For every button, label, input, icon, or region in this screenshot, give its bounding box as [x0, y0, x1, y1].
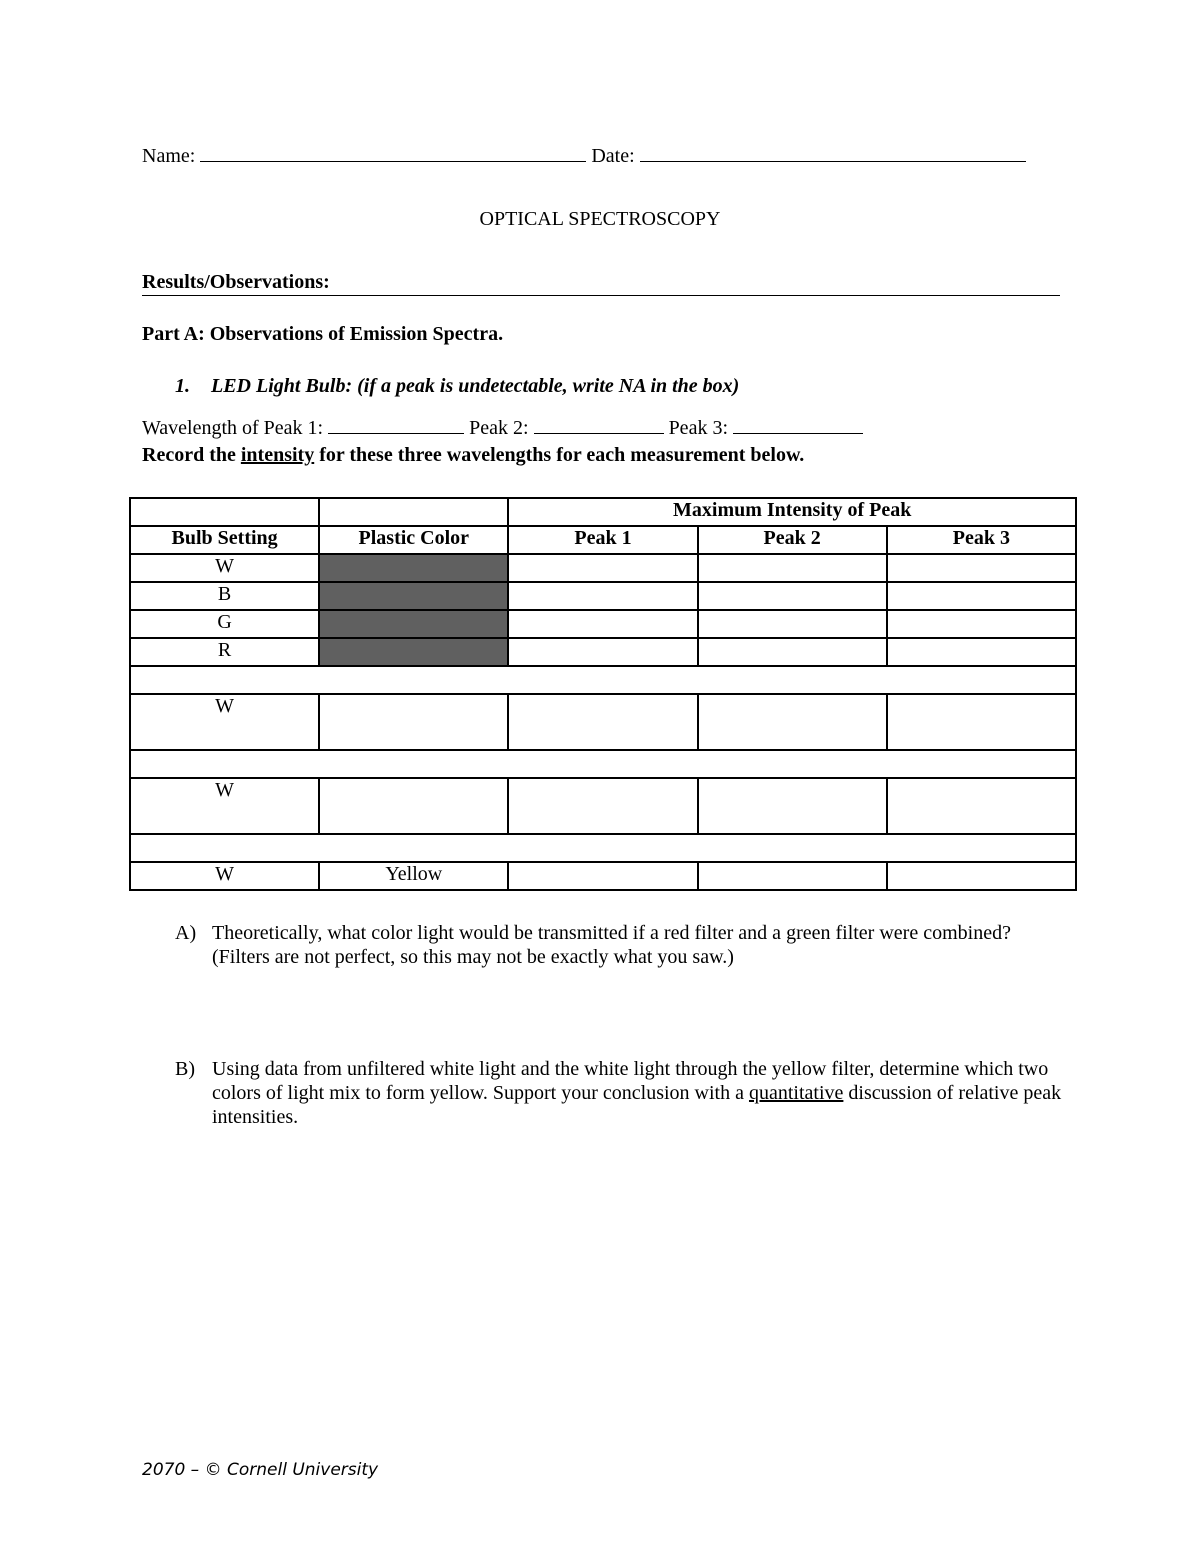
- section-text: LED Light Bulb: (if a peak is undetectable, write NA in the box): [211, 375, 740, 397]
- page-footer: 2070 – © Cornell University: [142, 1460, 379, 1480]
- col-header-bulb-setting: Bulb Setting: [130, 526, 319, 554]
- date-label: Date:: [591, 145, 635, 167]
- table-group-header-row: [130, 498, 1076, 526]
- peak1-cell[interactable]: [508, 862, 697, 890]
- intensity-table: [129, 497, 1077, 891]
- peak1-wavelength-field[interactable]: [328, 415, 464, 434]
- bulb-setting-cell: W: [130, 554, 319, 582]
- spacer-cell: [130, 834, 1076, 862]
- bulb-setting-cell: W: [130, 778, 319, 834]
- table-row: [130, 554, 1076, 582]
- name-label: Name:: [142, 145, 196, 167]
- table-row: [130, 778, 1076, 834]
- table-row: [130, 694, 1076, 750]
- table-spacer-row: [130, 666, 1076, 694]
- peak3-cell[interactable]: [887, 638, 1076, 666]
- section-number: 1.: [175, 375, 190, 397]
- col-header-plastic-color: Plastic Color: [319, 526, 508, 554]
- name-date-line: [142, 143, 1026, 168]
- peak3-cell[interactable]: [887, 610, 1076, 638]
- part-a-heading: Part A: Observations of Emission Spectra.: [142, 323, 504, 345]
- table-row: [130, 638, 1076, 666]
- table-header-blank: [319, 498, 508, 526]
- question-a-text: Theoretically, what color light would be transmitted if a red filter and a green filter were combined? (Filters are not perfect, so this may not be exactly what you saw.): [212, 922, 1011, 968]
- plastic-color-cell[interactable]: [319, 694, 508, 750]
- peak2-cell[interactable]: [698, 610, 887, 638]
- peak1-cell[interactable]: [508, 694, 697, 750]
- peak2-cell[interactable]: [698, 554, 887, 582]
- plastic-color-cell-shaded: [319, 582, 508, 610]
- peak2-cell[interactable]: [698, 862, 887, 890]
- question-a-label: A): [175, 922, 197, 944]
- record-text-after: for these three wavelengths for each measurement below.: [314, 444, 805, 466]
- spacer-cell: [130, 666, 1076, 694]
- bulb-setting-cell: G: [130, 610, 319, 638]
- question-b-text-after: discussion of relative peak intensities.: [212, 1082, 1062, 1128]
- bulb-setting-cell: W: [130, 694, 319, 750]
- col-header-peak-3: Peak 3: [887, 526, 1076, 554]
- page-title: OPTICAL SPECTROSCOPY: [479, 208, 721, 230]
- peak2-cell[interactable]: [698, 694, 887, 750]
- plastic-color-cell: Yellow: [319, 862, 508, 890]
- bulb-setting-cell: B: [130, 582, 319, 610]
- peak3-cell[interactable]: [887, 554, 1076, 582]
- peak3-cell[interactable]: [887, 694, 1076, 750]
- col-header-peak-2: Peak 2: [698, 526, 887, 554]
- plastic-color-cell-shaded: [319, 638, 508, 666]
- name-field[interactable]: [200, 143, 586, 162]
- peak2-cell[interactable]: [698, 638, 887, 666]
- peak2-wavelength-field[interactable]: [534, 415, 664, 434]
- table-column-header-row: [130, 526, 1076, 554]
- peak3-wavelength-field[interactable]: [733, 415, 863, 434]
- table-row: [130, 610, 1076, 638]
- peak2-cell[interactable]: [698, 582, 887, 610]
- peak3-cell[interactable]: [887, 778, 1076, 834]
- question-b-text-before: Using data from unfiltered white light and the white light through the yellow filter, determine which two colors of light mix to form yellow. Support your conclusion with a: [212, 1058, 1049, 1104]
- table-row: [130, 582, 1076, 610]
- table-header-blank: [130, 498, 319, 526]
- peak3-wavelength-label: Peak 3:: [668, 417, 728, 439]
- col-header-peak-1: Peak 1: [508, 526, 697, 554]
- plastic-color-cell-shaded: [319, 610, 508, 638]
- peak1-cell[interactable]: [508, 638, 697, 666]
- plastic-color-cell[interactable]: [319, 778, 508, 834]
- peak1-cell[interactable]: [508, 610, 697, 638]
- results-heading: Results/Observations:: [142, 270, 1060, 296]
- bulb-setting-cell: W: [130, 862, 319, 890]
- peak1-cell[interactable]: [508, 778, 697, 834]
- question-b-underlined: quantitative: [748, 1082, 844, 1104]
- record-instruction: [142, 443, 804, 467]
- wavelength-line: [142, 415, 863, 440]
- question-b-text: [212, 1057, 1072, 1129]
- peak2-wavelength-label: Peak 2:: [469, 417, 529, 439]
- peak3-cell[interactable]: [887, 862, 1076, 890]
- table-spacer-row: [130, 750, 1076, 778]
- bulb-setting-cell: R: [130, 638, 319, 666]
- record-text-underlined: intensity: [240, 444, 315, 466]
- question-b-label: B): [175, 1058, 195, 1080]
- max-intensity-header: Maximum Intensity of Peak: [508, 498, 1076, 526]
- led-section-heading: [175, 374, 739, 398]
- peak3-cell[interactable]: [887, 582, 1076, 610]
- peak1-cell[interactable]: [508, 582, 697, 610]
- peak1-cell[interactable]: [508, 554, 697, 582]
- peak1-wavelength-label: Wavelength of Peak 1:: [142, 417, 324, 439]
- table-spacer-row: [130, 834, 1076, 862]
- peak2-cell[interactable]: [698, 778, 887, 834]
- table-row: [130, 862, 1076, 890]
- plastic-color-cell-shaded: [319, 554, 508, 582]
- record-text-before: Record the: [142, 444, 241, 466]
- spacer-cell: [130, 750, 1076, 778]
- date-field[interactable]: [640, 143, 1026, 162]
